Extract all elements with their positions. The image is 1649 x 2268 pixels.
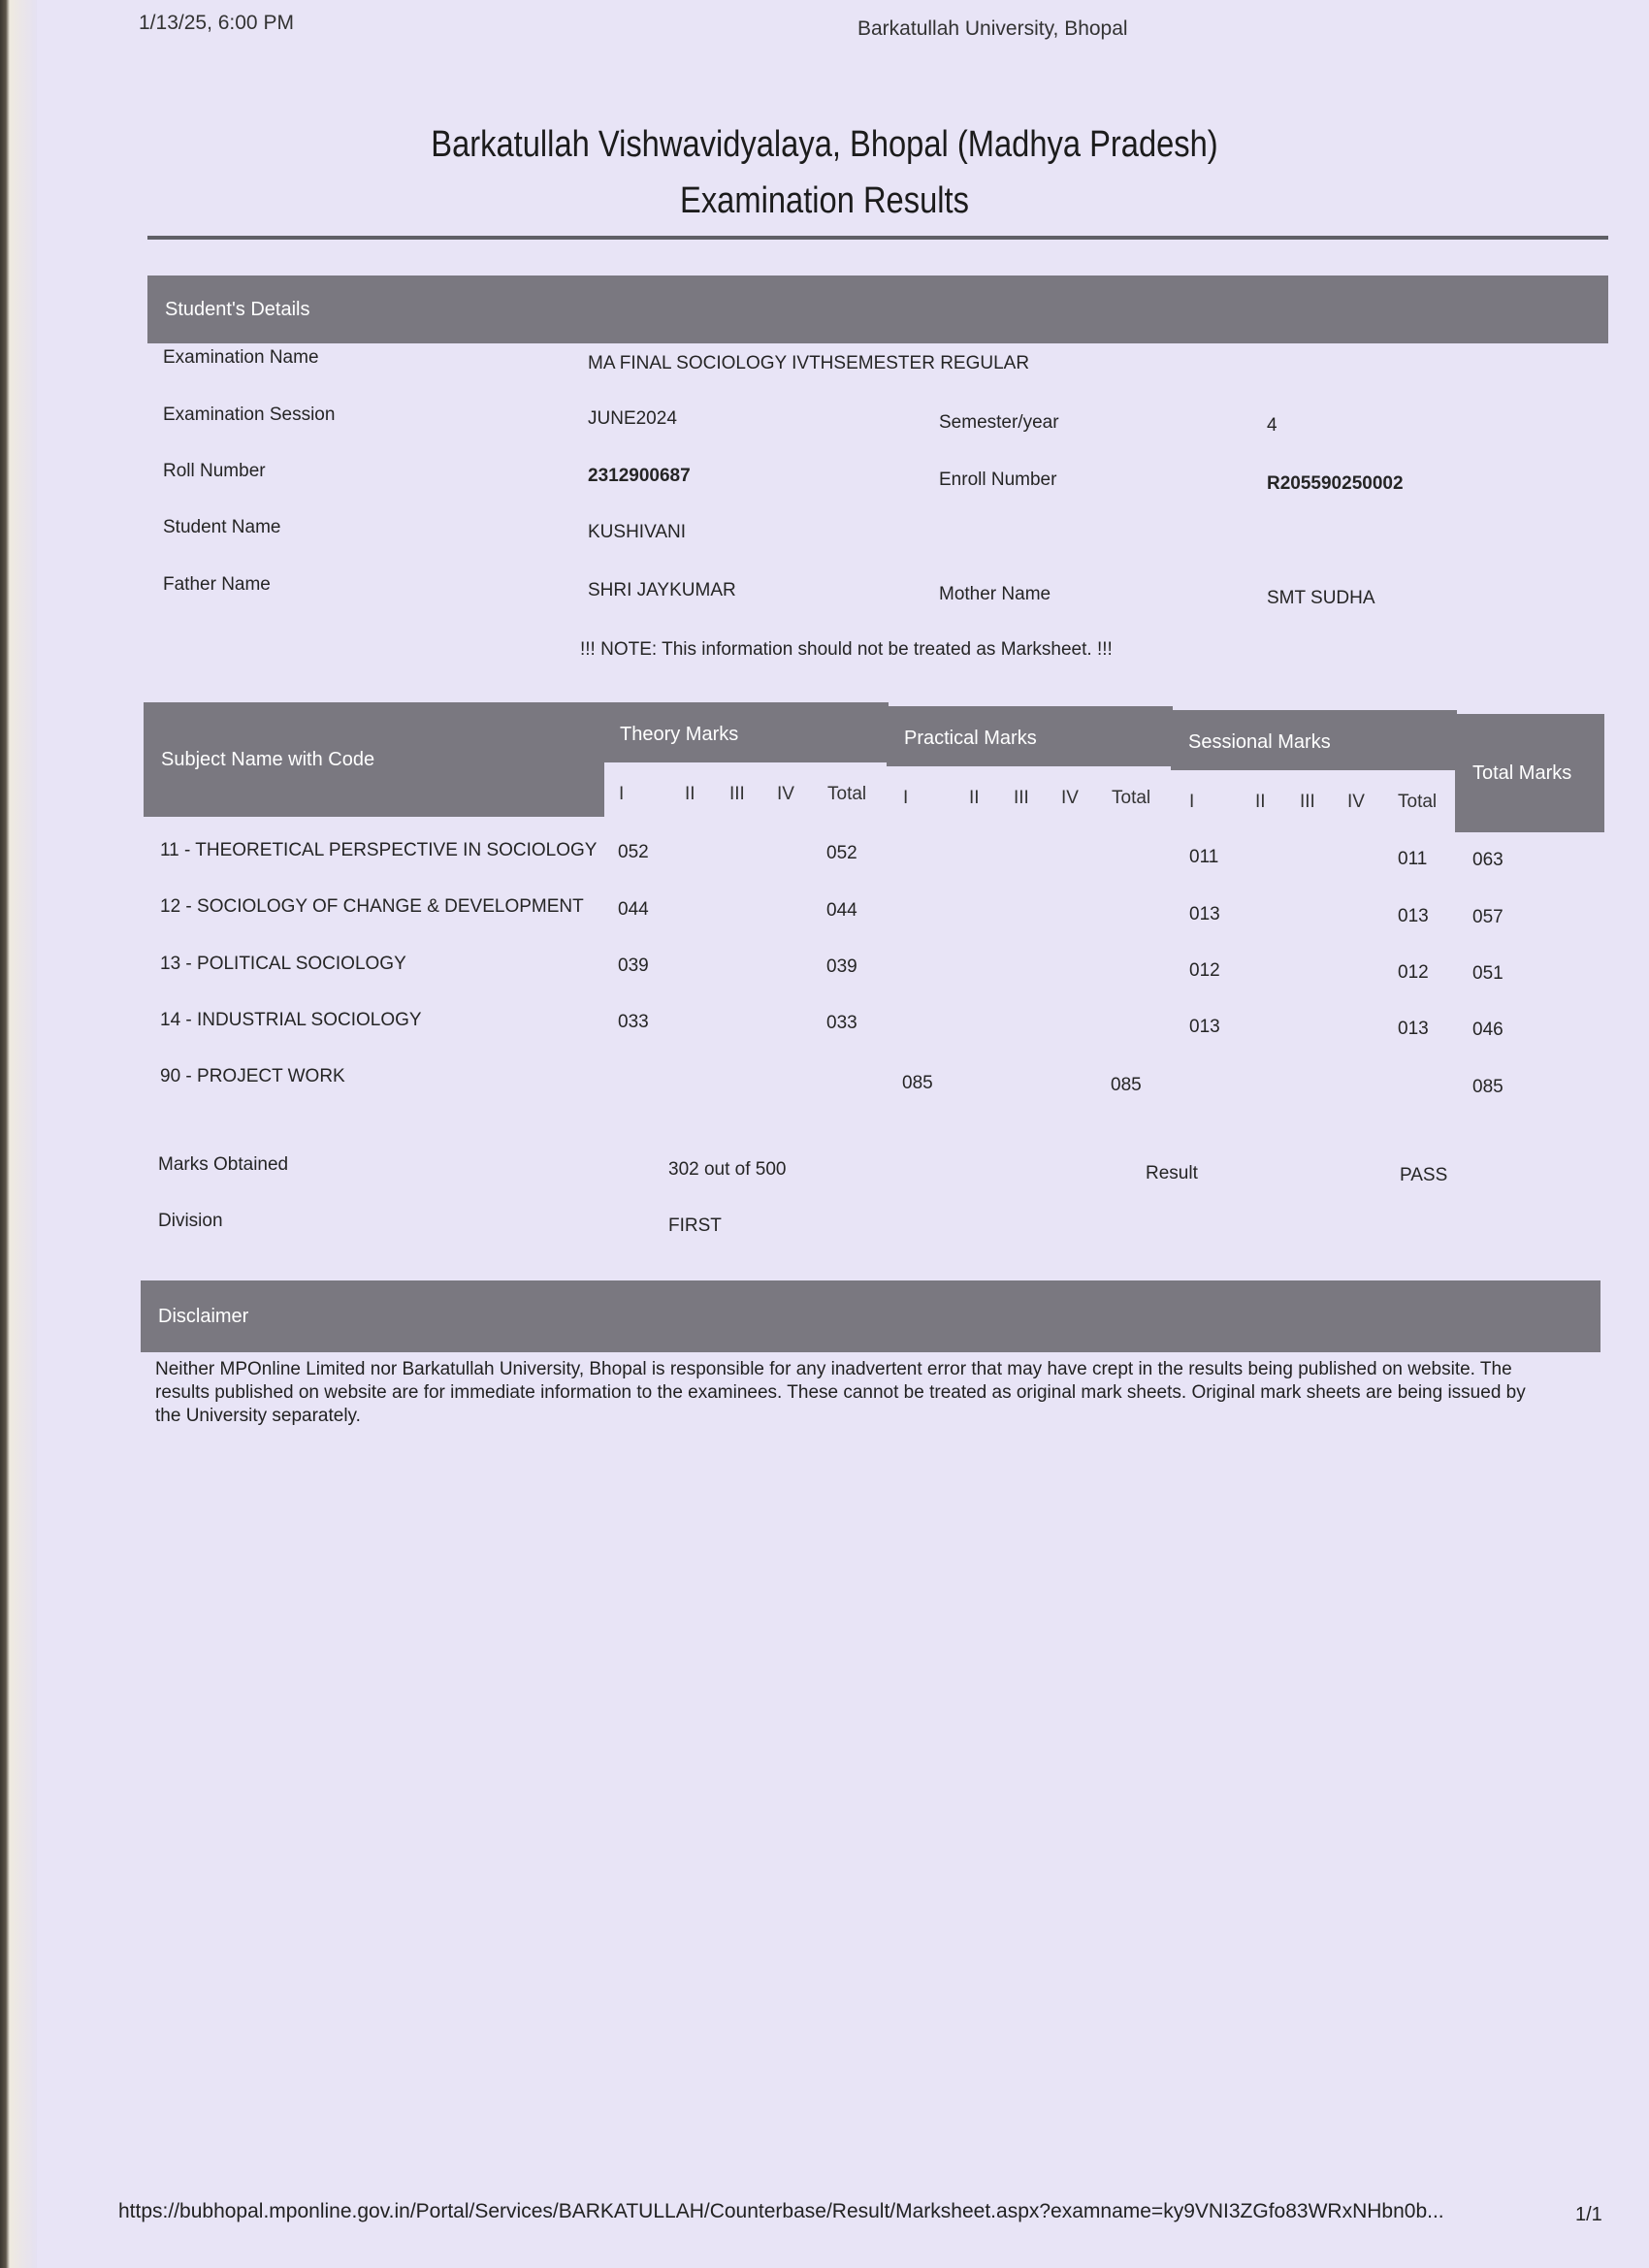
subcol-i: I (903, 788, 909, 808)
practical-header-cell (887, 706, 1173, 766)
subcol-ii: II (1255, 792, 1266, 812)
division-label: Division (158, 1211, 223, 1231)
enroll-number-label: Enroll Number (939, 470, 1057, 490)
sessional-total: 012 (1398, 962, 1429, 983)
results-title: Examination Results (680, 180, 969, 221)
enroll-number-value: R205590250002 (1267, 473, 1404, 494)
sessional-header: Sessional Marks (1188, 731, 1331, 753)
practical-total: 085 (1111, 1075, 1142, 1095)
marks-obtained-label: Marks Obtained (158, 1154, 289, 1175)
theory-header-cell (602, 702, 889, 762)
marksheet-note: !!! NOTE: This information should not be treated as Marksheet. !!! (580, 639, 1113, 660)
exam-name-label: Examination Name (163, 347, 319, 368)
subject-name: 13 - POLITICAL SOCIOLOGY (160, 954, 406, 974)
university-name: Barkatullah Vishwavidyalaya, Bhopal (Madhya Pradesh) (431, 124, 1218, 165)
theory-header: Theory Marks (620, 724, 739, 745)
theory-total: 039 (826, 956, 857, 977)
exam-name-value: MA FINAL SOCIOLOGY IVTHSEMESTER REGULAR (588, 353, 1030, 373)
subject-name: 12 - SOCIOLOGY OF CHANGE & DEVELOPMENT (160, 896, 584, 917)
subject-header-cell (144, 702, 604, 817)
subcol-i: I (1189, 792, 1195, 812)
result-label: Result (1146, 1163, 1198, 1183)
scanned-page-edge (0, 0, 37, 2268)
theory-i: 052 (618, 842, 649, 862)
subcol-total: Total (1112, 788, 1151, 808)
practical-header: Practical Marks (904, 728, 1037, 749)
subcol-iv: IV (1347, 792, 1365, 812)
subcol-total: Total (1398, 792, 1438, 812)
print-datetime: 1/13/25, 6:00 PM (139, 12, 294, 34)
subcol-iv: IV (777, 784, 794, 804)
student-name-label: Student Name (163, 517, 281, 537)
row-total: 057 (1472, 907, 1504, 927)
result-value: PASS (1400, 1165, 1448, 1185)
subject-name: 90 - PROJECT WORK (160, 1066, 345, 1086)
row-total: 051 (1472, 963, 1504, 984)
subcol-ii: II (969, 788, 980, 808)
father-name-label: Father Name (163, 574, 271, 595)
sessional-total: 011 (1398, 849, 1428, 869)
sessional-i: 013 (1189, 904, 1220, 924)
sessional-total: 013 (1398, 1019, 1429, 1039)
student-details-header (147, 275, 1608, 343)
theory-total: 052 (826, 843, 857, 863)
student-name-value: KUSHIVANI (588, 522, 687, 542)
exam-session-value: JUNE2024 (588, 408, 677, 429)
title-divider (147, 236, 1608, 240)
sessional-total: 013 (1398, 906, 1429, 926)
theory-i: 044 (618, 899, 649, 920)
subcol-iv: IV (1061, 788, 1079, 808)
print-footer-url: https://bubhopal.mponline.gov.in/Portal/Services/BARKATULLAH/Counterbase/Result/Marksheet.aspx?examname=ky9VNI3ZGfo83WRxNHbn0b... (118, 2200, 1444, 2222)
total-marks-header: Total Marks (1472, 762, 1572, 784)
sessional-i: 012 (1189, 960, 1220, 981)
subject-name: 14 - INDUSTRIAL SOCIOLOGY (160, 1010, 422, 1030)
row-total: 046 (1472, 1020, 1504, 1040)
subcol-i: I (619, 784, 625, 804)
row-total: 063 (1472, 850, 1504, 870)
disclaimer-text: Neither MPOnline Limited nor Barkatullah University, Bhopal is responsible for any inadvertent error that may have crept in the results being published on website. The results published on website are for immediate information to the examinees. These cannot be treated as original mark sheets. Original mark sheets are being issued by the University separately. (155, 1359, 1526, 1426)
print-site-title: Barkatullah University, Bhopal (857, 17, 1128, 40)
roll-number-label: Roll Number (163, 461, 266, 481)
theory-i: 039 (618, 956, 649, 976)
mother-name-value: SMT SUDHA (1267, 588, 1375, 608)
theory-total: 044 (826, 900, 857, 921)
father-name-value: SHRI JAYKUMAR (588, 580, 736, 600)
sessional-i: 013 (1189, 1017, 1220, 1037)
exam-session-label: Examination Session (163, 405, 336, 425)
subject-name: 11 - THEORETICAL PERSPECTIVE IN SOCIOLOGY (160, 840, 598, 860)
marks-obtained-value: 302 out of 500 (668, 1159, 787, 1180)
subcol-ii: II (685, 784, 695, 804)
subcol-iii: III (1014, 788, 1029, 808)
division-value: FIRST (668, 1215, 722, 1236)
theory-i: 033 (618, 1012, 649, 1032)
subcol-total: Total (827, 784, 867, 804)
page-title (115, 116, 1534, 229)
roll-number-value: 2312900687 (588, 466, 691, 486)
print-page-number: 1/1 (1575, 2204, 1602, 2225)
print-header (0, 12, 1649, 50)
sessional-i: 011 (1189, 847, 1219, 867)
subcol-iii: III (729, 784, 745, 804)
semester-value: 4 (1267, 415, 1277, 436)
disclaimer-header (141, 1280, 1600, 1352)
student-details-title: Student's Details (165, 298, 310, 320)
semester-label: Semester/year (939, 412, 1059, 433)
subject-header: Subject Name with Code (161, 749, 375, 770)
subcol-iii: III (1300, 792, 1315, 812)
row-total: 085 (1472, 1077, 1504, 1097)
practical-i: 085 (902, 1073, 933, 1093)
total-marks-header-cell (1455, 714, 1604, 832)
disclaimer-title: Disclaimer (158, 1305, 249, 1327)
mother-name-label: Mother Name (939, 584, 1051, 604)
sessional-header-cell (1171, 710, 1457, 770)
theory-total: 033 (826, 1013, 857, 1033)
